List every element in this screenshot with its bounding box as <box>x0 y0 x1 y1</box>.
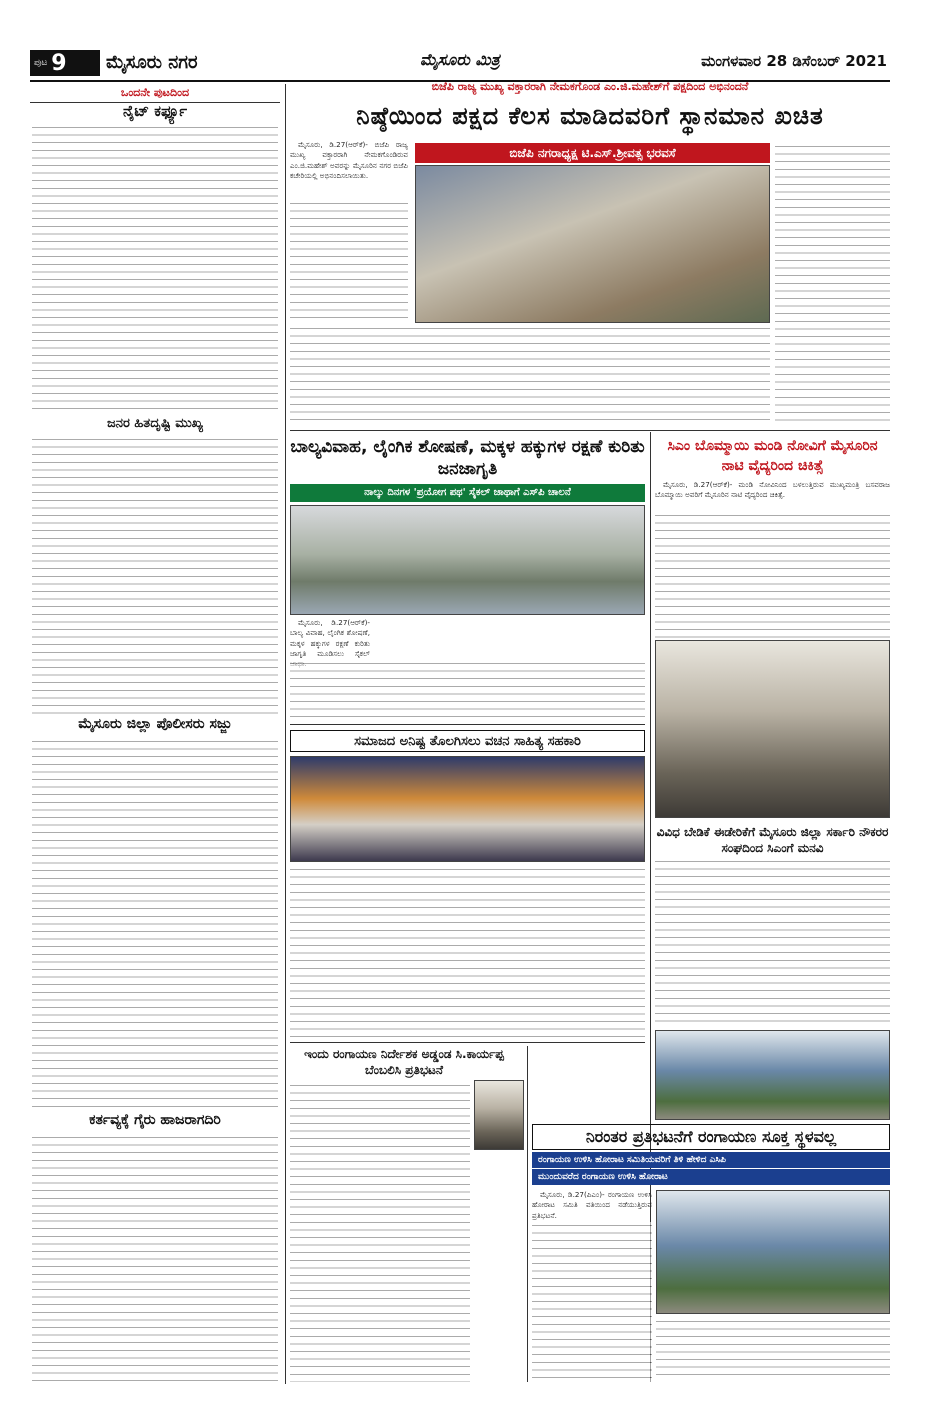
story7-dateline: ಮೈಸೂರು, ಡಿ.27(ಪಿಎಂ)- ರಂಗಾಯಣ ಉಳಿಸಿ ಹೋರಾಟ ಸಮಿತಿ ವತಿಯಿಂದ ನಡೆಯುತ್ತಿರುವ ಪ್ರತಿಭಟನೆ. <box>532 1190 652 1220</box>
top-story-subhead: ಬಿಜೆಪಿ ನಗರಾಧ್ಯಕ್ಷ ಟಿ.ಎಸ್.ಶ್ರೀವತ್ಸ ಭರವಸೆ <box>415 143 770 163</box>
top-story-dateline: ಮೈಸೂರು, ಡಿ.27(ಆರ್‌ಕೆ)- ಬಿಜೆಪಿ ರಾಜ್ಯ ಮುಖ್ಯ ವಕ್ತಾರರಾಗಿ ನೇಮಕಗೊಂಡಿರುವ ಎಂ.ಜಿ.ಮಹೇಶ್ ಅವರನ್ನು ಮೈಸೂರಿನ ನಗರ ಬಿಜೆಪಿ ಕಚೇರಿಯಲ್ಲಿ ಅಭಿನಂದಿಸಲಾಯಿತು. <box>290 140 408 180</box>
article-body-public-interest <box>32 436 278 714</box>
story2-headline: ಬಾಲ್ಯವಿವಾಹ, ಲೈಂಗಿಕ ಶೋಷಣೆ, ಮಕ್ಕಳ ಹಕ್ಕುಗಳ ರಕ್ಷಣೆ ಕುರಿತು ಜನಜಾಗೃತಿ <box>290 437 645 479</box>
story5-headline: ವಿವಿಧ ಬೇಡಿಕೆ ಈಡೇರಿಕೆಗೆ ಮೈಸೂರು ಜಿಲ್ಲಾ ಸರ್ಕಾರಿ ನೌಕರರ ಸಂಘದಿಂದ ಸಿಎಂಗೆ ಮನವಿ <box>656 825 889 855</box>
top-story-kicker: ಬಿಜೆಪಿ ರಾಜ್ಯ ಮುಖ್ಯ ವಕ್ತಾರರಾಗಿ ನೇಮಕಗೊಂಡ ಎಂ.ಜಿ.ಮಹೇಶ್‌ಗೆ ಪಕ್ಷದಿಂದ ಅಭಿನಂದನೆ <box>431 80 749 93</box>
page-number: 9 <box>51 50 67 76</box>
row-divider <box>290 430 890 431</box>
page-label: ಪುಟ <box>34 58 48 68</box>
page-number-box <box>30 50 100 76</box>
story6-body <box>290 1082 470 1382</box>
section-title: ಮೈಸೂರು ನಗರ <box>106 52 198 73</box>
story7-body <box>532 1222 652 1382</box>
continued-label: ಒಂದನೇ ಪುಟದಿಂದ <box>30 86 280 103</box>
column-divider <box>285 84 286 1384</box>
headline-public-interest: ಜನರ ಹಿತದೃಷ್ಟಿ ಮುಖ್ಯ <box>107 416 203 431</box>
row-divider-3 <box>290 1042 645 1043</box>
top-story-body-col5 <box>775 143 890 423</box>
story7-lead <box>532 1190 652 1220</box>
memorandum-photo <box>655 1030 890 1120</box>
headline-duty: ಕರ್ತವ್ಯಕ್ಕೆ ಗೈರು ಹಾಜರಾಗದಿರಿ <box>89 1112 221 1128</box>
story5-body <box>655 858 890 1028</box>
karyappa-portrait <box>474 1080 524 1150</box>
story7-headline: ನಿರಂತರ ಪ್ರತಿಭಟನೆಗೆ ರಂಗಾಯಣ ಸೂಕ್ತ ಸ್ಥಳವಲ್ಲ <box>532 1124 890 1150</box>
story4-body <box>290 866 645 1038</box>
top-story-body-lower <box>290 325 770 425</box>
story4-headline: ಸಮಾಜದ ಅನಿಷ್ಟ ತೊಲಗಿಸಲು ವಚನ ಸಾಹಿತ್ಯ ಸಹಕಾರಿ <box>290 730 645 752</box>
story2-body <box>290 660 645 720</box>
cycle-rally-photo <box>290 505 645 615</box>
bjp-felicitation-photo <box>415 165 770 323</box>
story3-headline: ಸಿಎಂ ಬೊಮ್ಮಾಯಿ ಮಂಡಿ ನೋವಿಗೆ ಮೈಸೂರಿನ ನಾಟಿ ವೈದ್ಯರಿಂದ ಚಿಕಿತ್ಸೆ <box>667 438 878 474</box>
story2-dateline: ಮೈಸೂರು, ಡಿ.27(ಆರ್‌ಕೆ)- ಬಾಲ್ಯ ವಿವಾಹ, ಲೈಂಗಿಕ ಶೋಷಣೆ, ಮಕ್ಕಳ ಹಕ್ಕುಗಳ ರಕ್ಷಣೆ ಕುರಿತು ಜಾಗೃತಿ ಮೂಡಿಸಲು ಸೈಕಲ್ <box>290 618 370 658</box>
article-body-duty <box>32 1134 278 1384</box>
story2-subhead: ನಾಲ್ಕು ದಿನಗಳ 'ಪ್ರಯೋಗ ಪಥ' ಸೈಕಲ್ ಜಾಥಾಗೆ ಎಸ್‌ಪಿ ಚಾಲನೆ <box>290 484 645 502</box>
story3-body <box>655 512 890 638</box>
article-body-curfew <box>32 124 278 414</box>
column-divider-lower <box>527 1046 528 1382</box>
headline-night-curfew: ನೈಟ್ ಕರ್ಫ್ಯೂ <box>122 102 188 120</box>
story7-bullet2: ಮುಂದುವರೆದ ರಂಗಾಯಣ ಉಳಿಸಿ ಹೋರಾಟ <box>532 1169 890 1185</box>
story3-dateline: ಮೈಸೂರು, ಡಿ.27(ಆರ್‌ಕೆ)- ಮಂಡಿ ನೋವಿನಿಂದ ಬಳಲುತ್ತಿರುವ ಮುಖ್ಯಮಂತ್ರಿ ಬಸವರಾಜ ಬೊಮ್ಮಾಯಿ ಅವರಿಗೆ ಮೈಸೂರಿನ ನಾಟಿ ವೈದ್ಯರಿಂದ ಚಿಕಿತ್ಸೆ. <box>655 480 890 500</box>
row-divider-2 <box>290 724 645 725</box>
story6-headline: ಇಂದು ರಂಗಾಯಣ ನಿರ್ದೇಶಕ ಅಡ್ಡಂಡ ಸಿ.ಕಾರ್ಯಪ್ಪ ಬೆಂಬಲಿಸಿ ಪ್ರತಿಭಟನೆ <box>304 1047 504 1077</box>
top-story-headline: ನಿಷ್ಠೆಯಿಂದ ಪಕ್ಷದ ಕೆಲಸ ಮಾಡಿದವರಿಗೆ ಸ್ಥಾನಮಾನ ಖಚಿತ <box>356 102 824 130</box>
article-body-police <box>32 738 278 1110</box>
story7-body-2 <box>656 1318 890 1382</box>
paper-name: ಮೈಸೂರು ಮಿತ್ರ <box>420 50 500 69</box>
top-story-body-col1 <box>290 200 408 320</box>
story2-lead <box>290 618 370 658</box>
issue-date: ಮಂಗಳವಾರ 28 ಡಿಸೆಂಬರ್ 2021 <box>701 52 887 70</box>
headline-police-ready: ಮೈಸೂರು ಜಿಲ್ಲಾ ಪೊಲೀಸರು ಸಜ್ಜು <box>78 716 232 732</box>
story7-bullet1: ರಂಗಾಯಣ ಉಳಿಸಿ ಹೋರಾಟ ಸಮಿತಿಯವರಿಗೆ ತಿಳಿ ಹೇಳಿದ ಎಸಿಪಿ <box>532 1152 890 1168</box>
cm-treatment-photo <box>655 640 890 818</box>
story3-lead <box>655 480 890 510</box>
rangayana-protest-photo <box>656 1190 890 1314</box>
vachana-event-photo <box>290 756 645 862</box>
